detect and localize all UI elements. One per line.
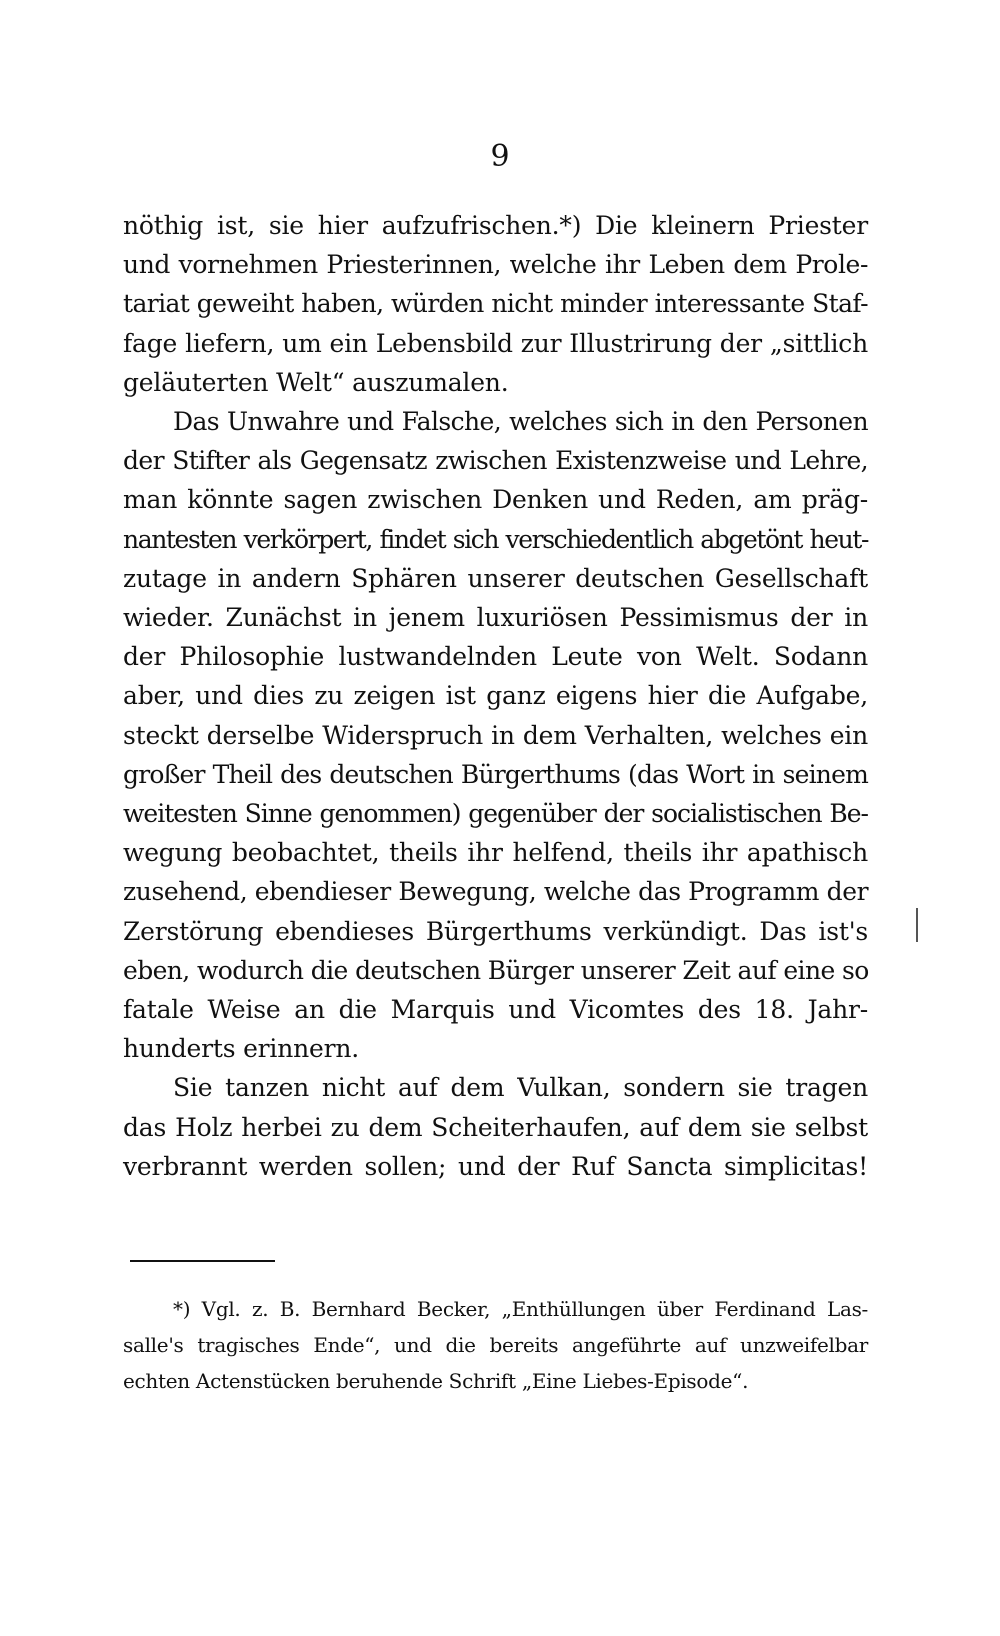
text-line: aber, und dies zu zeigen ist ganz eigens hier die Aufgabe, <box>123 681 868 711</box>
text-line: nöthig ist, sie hier aufzufrischen.*) Die kleinern Priester <box>123 211 868 240</box>
text-line: das Holz herbei zu dem Scheiterhaufen, auf dem sie selbst <box>123 1112 868 1142</box>
text-line: zusehend, ebendieser Bewegung, welche das Programm der <box>123 877 869 907</box>
text-line: tariat geweiht haben, würden nicht minder interessante Staf- <box>123 289 868 319</box>
footnote-line: salle's tragisches Ende“, und die bereits angeführte auf unzweifelbar <box>123 1333 868 1357</box>
text-line: Zerstörung ebendieses Bürgerthums verkündigt. Das ist's <box>123 916 868 946</box>
text-line: Das Unwahre und Falsche, welches sich in den Personen <box>173 407 868 437</box>
text-line: steckt derselbe Widerspruch in dem Verhalten, welches ein <box>123 720 868 750</box>
text-line: verbrannt werden sollen; und der Ruf Sancta simplicitas! <box>123 1151 868 1181</box>
text-line: fatale Weise an die Marquis und Vicomtes des 18. Jahr- <box>123 995 868 1025</box>
text-line: großer Theil des deutschen Bürgerthums (das Wort in seinem <box>123 759 868 789</box>
text-line: geläuterten Welt“ auszumalen. <box>123 367 509 397</box>
text-line: nantesten verkörpert, findet sich verschiedentlich abgetönt heut- <box>123 524 868 554</box>
text-line: fage liefern, um ein Lebensbild zur Illustrirung der „sittlich <box>123 328 868 358</box>
paragraph-2 <box>123 402 868 1068</box>
footnote-line: echten Actenstücken beruhende Schrift „Eine Liebes-Episode“. <box>123 1369 749 1393</box>
text-line: hunderts erinnern. <box>123 1034 360 1064</box>
text-line: zutage in andern Sphären unserer deutschen Gesellschaft <box>123 563 868 593</box>
text-line: wegung beobachtet, theils ihr helfend, theils ihr apathisch <box>123 838 868 868</box>
text-line: Sie tanzen nicht auf dem Vulkan, sondern sie tragen <box>173 1073 868 1103</box>
text-line: wieder. Zunächst in jenem luxuriösen Pessimismus der in <box>123 603 868 633</box>
text-line: man könnte sagen zwischen Denken und Reden, am präg- <box>123 485 868 515</box>
footnote-line: *) Vgl. z. B. Bernhard Becker, „Enthüllungen über Ferdinand Las- <box>173 1297 868 1321</box>
text-line: und vornehmen Priesterinnen, welche ihr Leben dem Prole- <box>123 250 868 280</box>
text-line: der Philosophie lustwandelnden Leute von Welt. Sodann <box>123 642 868 672</box>
footnote <box>123 1291 868 1399</box>
margin-mark <box>916 908 918 942</box>
footnote-divider <box>130 1260 275 1262</box>
paragraph-1 <box>123 206 868 402</box>
body-text <box>123 206 868 1186</box>
paragraph-3 <box>123 1068 868 1186</box>
text-line: eben, wodurch die deutschen Bürger unserer Zeit auf eine so <box>123 955 869 985</box>
text-line: weitesten Sinne genommen) gegenüber der socialistischen Be- <box>123 799 868 829</box>
page-number: 9 <box>490 139 510 174</box>
text-line: der Stifter als Gegensatz zwischen Existenzweise und Lehre, <box>123 446 868 476</box>
